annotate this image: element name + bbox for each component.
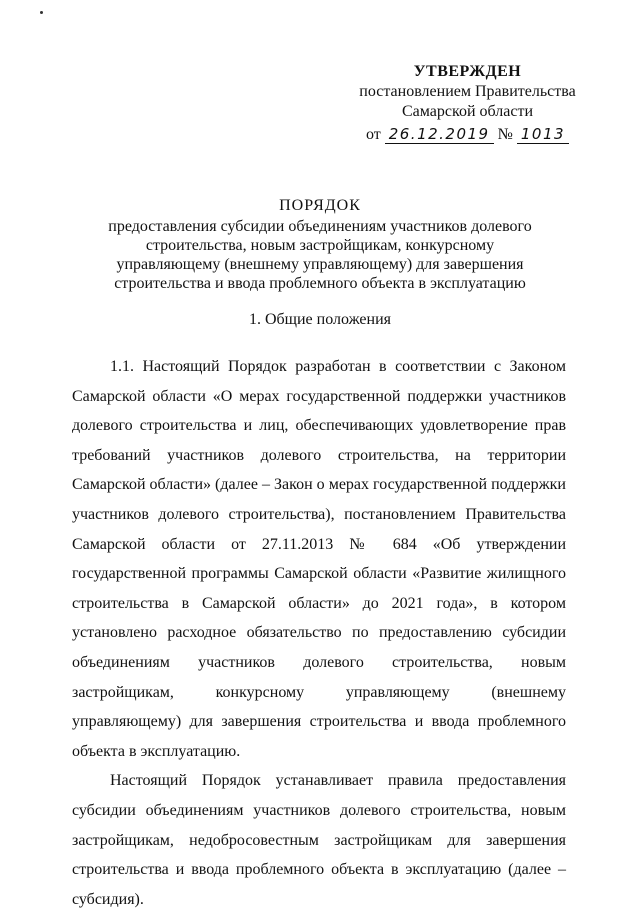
number-prefix: №	[497, 126, 513, 143]
document-heading	[100, 196, 540, 293]
approval-line-2: Самарской области	[402, 103, 533, 120]
paragraph-1: 1.1. Настоящий Порядок разработан в соответствии с Законом Самарской области «О мерах государственной поддержки участников долевого строительства и лиц, обеспечивающих удовлетворение прав требований участников долевого строительства, на территории Самарской области» (далее – Закон о мерах государственной поддержки участников долевого строительства), постановлением Правительства Самарской области от 27.11.2013 № 684 «Об утверждении государственной программы Самарской области «Развитие жилищного строительства в Самарской области» до 2021 года», в котором установлено расходное обязательство по предоставлению субсидии объединениям участников долевого строительства, новым застройщикам, конкурсному управляющему (внешнему управляющему) для завершения строительства и ввода проблемного объекта в эксплуатацию.	[72, 358, 566, 760]
section-title: 1. Общие положения	[248, 311, 392, 328]
document-subtitle: предоставления субсидии объединениям участников долевого строительства, новым застройщикам, конкурсному управляющему (внешнему управляющему) для завершения строительства и ввода проблемного объекта в эксплуатацию	[108, 218, 532, 292]
document-body	[72, 352, 566, 914]
approval-stamp	[355, 62, 580, 145]
approval-date-line	[355, 124, 580, 145]
approval-title: УТВЕРЖДЕН	[413, 63, 522, 80]
handwritten-number: 1013	[517, 125, 569, 144]
document-title: ПОРЯДОК	[279, 197, 361, 214]
handwritten-date: 26.12.2019	[385, 125, 494, 144]
scan-dot	[40, 11, 43, 14]
paragraph-2: Настоящий Порядок устанавливает правила предоставления субсидии объединениям участников долевого строительства, новым застройщикам, недобросовестным застройщикам для завершения строительства и ввода проблемного объекта в эксплуатацию (далее – субсидия).	[72, 772, 566, 908]
date-prefix: от	[365, 126, 381, 143]
approval-line-1: постановлением Правительства	[359, 83, 576, 100]
